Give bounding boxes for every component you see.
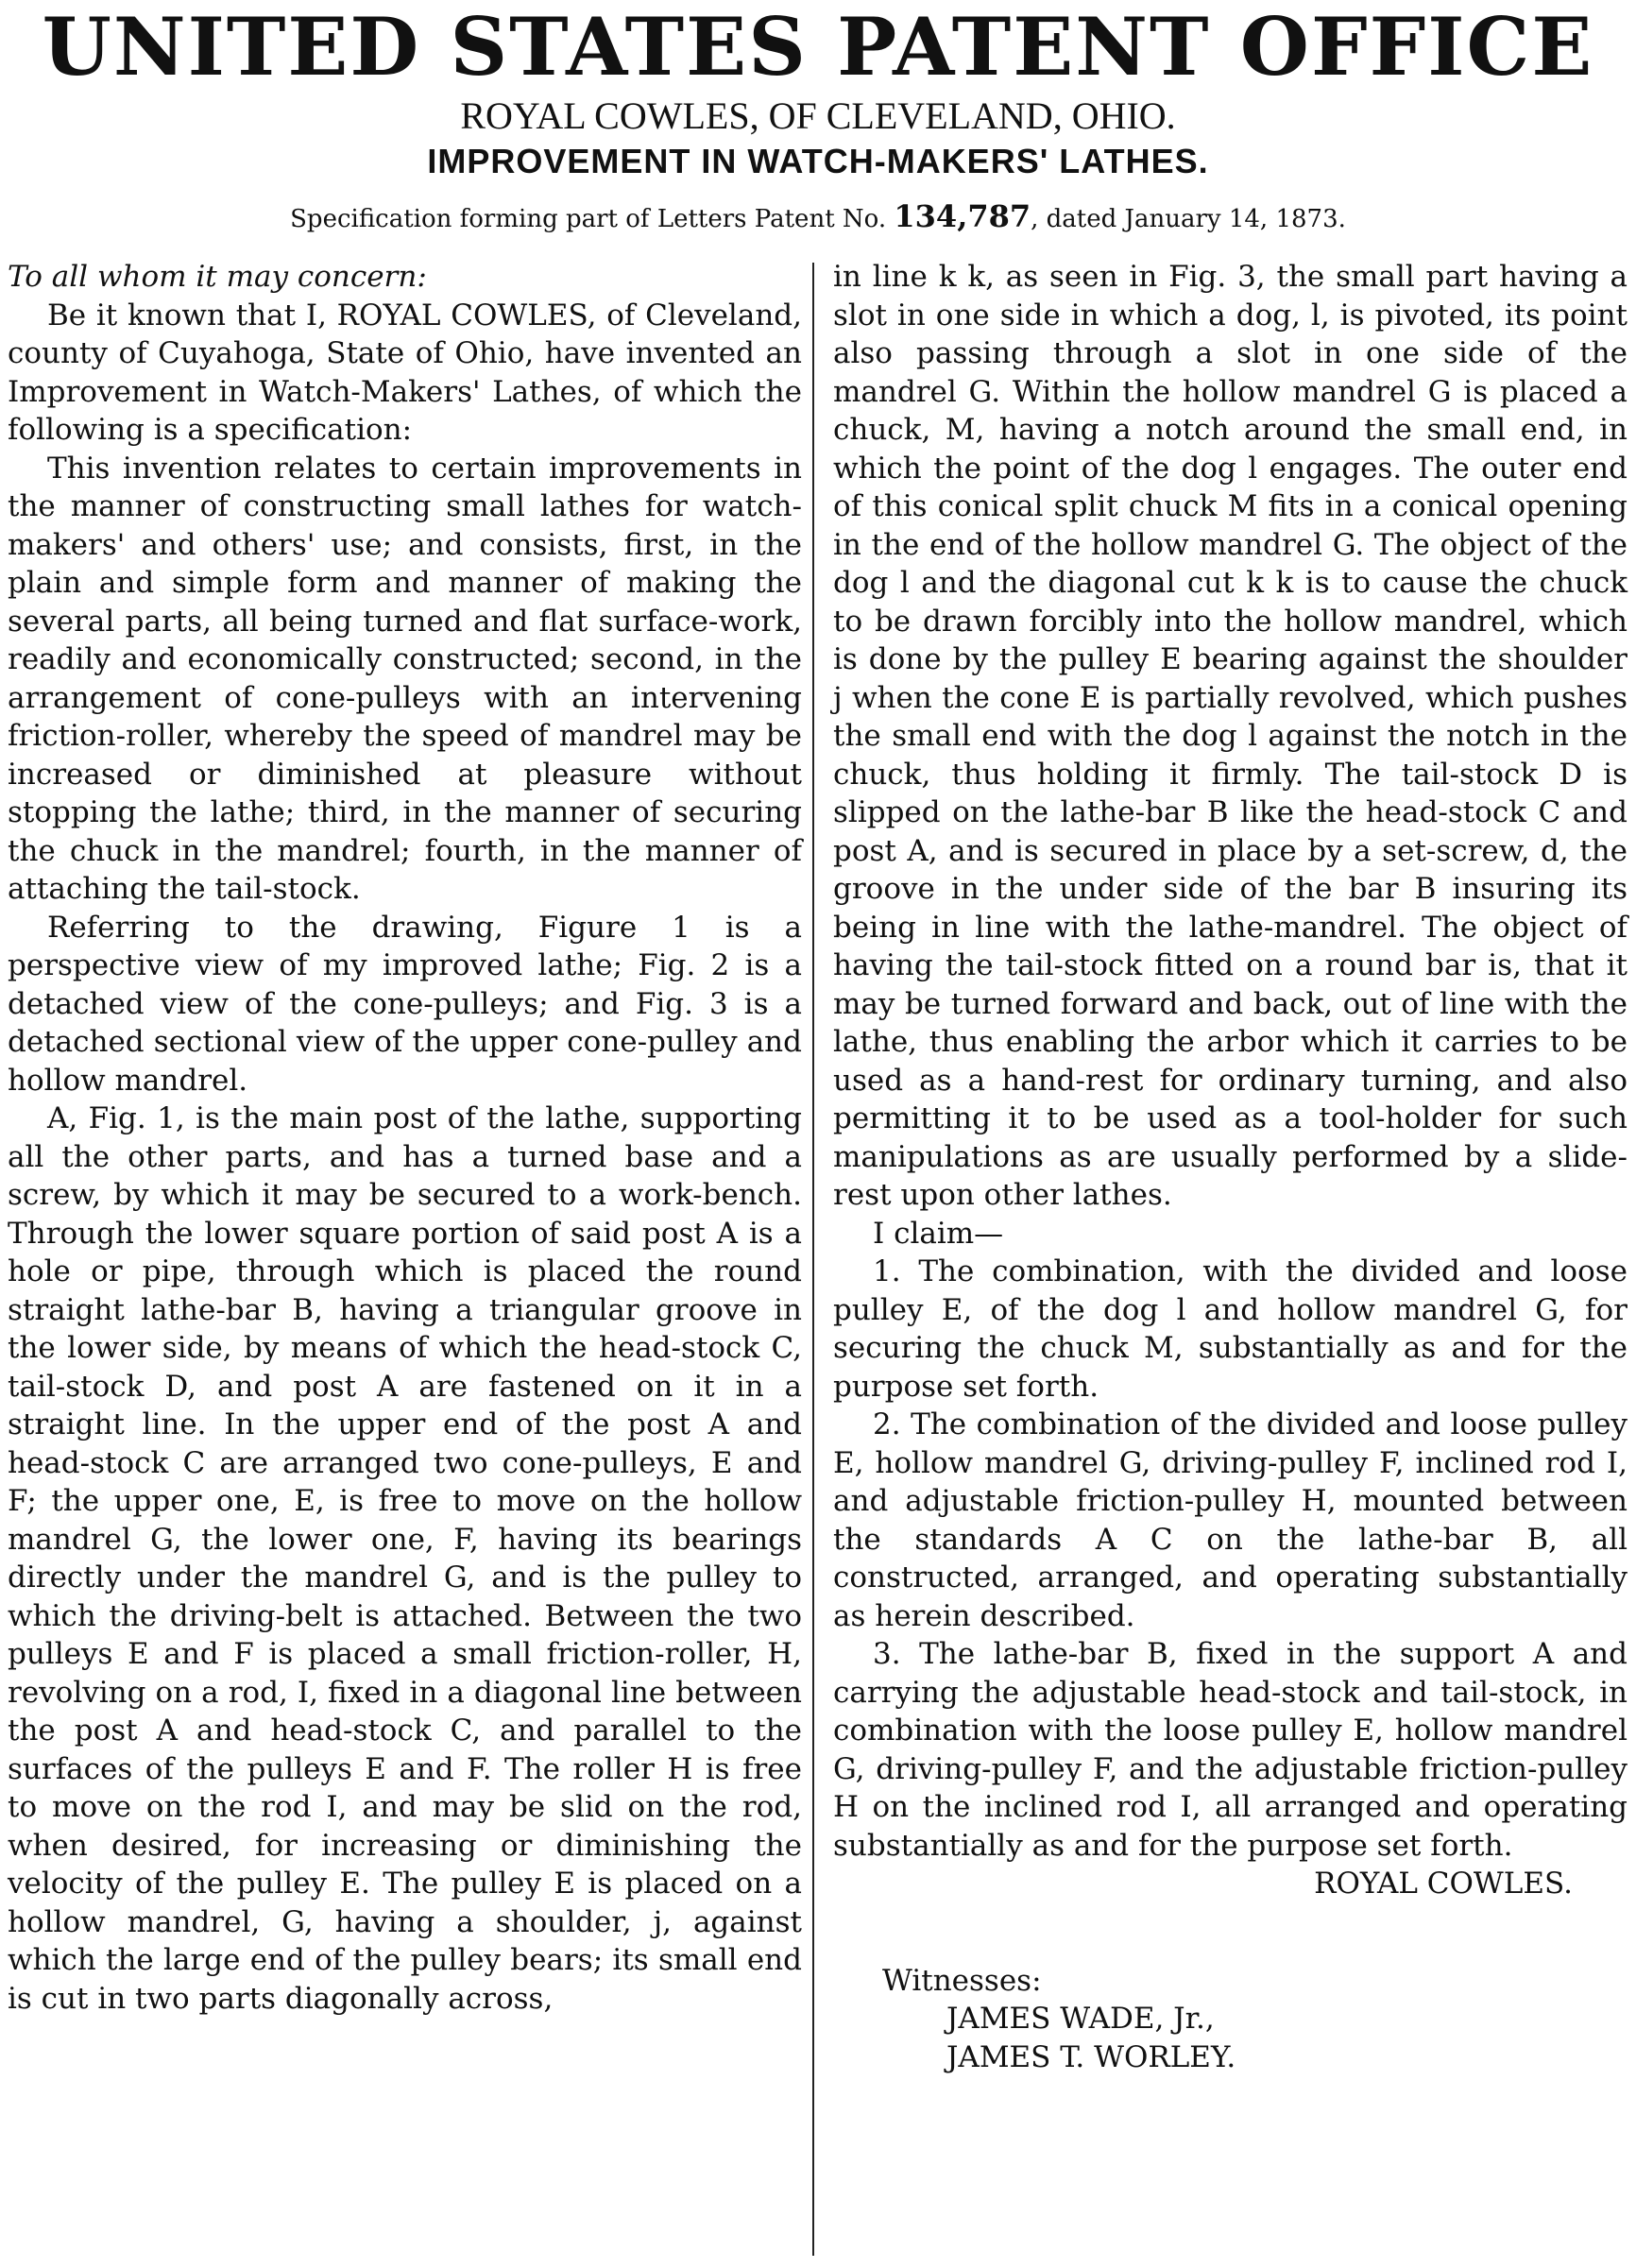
witnesses-label: Witnesses: [882,1963,1042,1998]
paragraph-intro: Be it known that I, ROYAL COWLES, of Cleveland, county of Cuyahoga, State of Ohio, have invented an Improvement in Watch-Makers' Lathes, of which the following is a specification: [8,298,802,447]
paragraph-description: A, Fig. 1, is the main post of the lathe, supporting all the other parts, and has a turned base and a screw, by which it may be secured to a work-bench. Through the lower square portion of said post A is a hole or pipe, through which is placed the round straight lathe-bar B, having a triangular groove in the lower side, by means of which the head-stock C, tail-stock D, and post A are fastened on it in a straight line. In the upper end of the post A and head-stock C are arranged two cone-pulleys, E and F; the upper one, E, is free to move on the hollow mandrel G, the lower one, F, having its bearings directly under the mandrel G, and is the pulley to which the driving-belt is attached. Between the two pulleys E and F is placed a small friction-roller, H, revolving on a rod, I, fixed in a diagonal line between the post A and head-stock C, and parallel to the surfaces of the pulleys E and F. The roller H is free to move on the rod I, and may be slid on the rod, when desired, for increasing or diminishing the velocity of the pulley E. The pulley E is placed on a hollow mandrel, G, having a shoulder, j, against which the large end of the pulley bears; its small end is cut in two parts diagonally across, [8,1101,802,2016]
witness-name: JAMES WADE, Jr., [946,2002,1215,2036]
paragraph-invention: This invention relates to certain improvements in the manner of constructing small lathes for watch-makers' and others' use; and consists, first, in the plain and simple form and manner of making the several parts, all being turned and flat surface-work, readily and economically constructed; second, in the arrangement of cone-pulleys with an intervening friction-roller, whereby the speed of mandrel may be increased or diminished at pleasure without stopping the lathe; third, in the manner of securing the chuck in the mandrel; fourth, in the manner of attaching the tail-stock. [8,451,802,906]
spec-suffix: , dated January 14, 1873. [1031,205,1346,233]
inventor-line: ROYAL COWLES, OF CLEVELAND, OHIO. [460,94,1176,137]
salutation: To all whom it may concern: [8,260,427,294]
column-divider [812,263,814,2256]
spec-prefix: Specification forming part of Letters Patent No. [290,205,887,233]
claim-1: 1. The combination, with the divided and loose pulley E, of the dog l and hollow mandrel G, for securing the chuck M, substantially as and for the purpose set forth. [833,1254,1627,1404]
signature: ROYAL COWLES. [1314,1867,1573,1901]
claim-2: 2. The combination of the divided and loose pulley E, hollow mandrel G, driving-pulley F, inclined rod I, and adjustable friction-pulley H, mounted between the standards A C on the lathe-bar B, all constructed, arranged, and operating substantially as herein described. [833,1407,1627,1633]
office-title: UNITED STATES PATENT OFFICE [42,0,1594,94]
claim-3: 3. The lathe-bar B, fixed in the support A and carrying the adjustable head-stock and tail-stock, in combination with the loose pulley E, hollow mandrel G, driving-pulley F, and the adjustable friction-pulley H on the inclined rod I, all arranged and operating substantially as and for the purpose set forth. [833,1637,1627,1863]
right-column [833,258,1627,2076]
invention-title: IMPROVEMENT IN WATCH-MAKERS' LATHES. [427,142,1209,180]
claim-intro: I claim— [873,1216,1004,1251]
paragraph-drawing-reference: Referring to the drawing, Figure 1 is a perspective view of my improved lathe; Fig. 2 is a detached view of the cone-pulleys; and Fig. 3 is a detached sectional view of the upper cone-pulley and hollow mandrel. [8,910,802,1098]
paragraph-description-continued: in line k k, as seen in Fig. 3, the small part having a slot in one side in which a dog, l, is pivoted, its point also passing through a slot in one side of the mandrel G. Within the hollow mandrel G is placed a chuck, M, having a notch around the small end, in which the point of the dog l engages. The outer end of this conical split chuck M fits in a conical opening in the end of the hollow mandrel G. The object of the dog l and the diagonal cut k k is to cause the chuck to be drawn forcibly into the hollow mandrel, which is done by the pulley E bearing against the shoulder j when the cone E is partially revolved, which pushes the small end with the dog l against the notch in the chuck, thus holding it firmly. The tail-stock D is slipped on the lathe-bar B like the head-stock C and post A, and is secured in place by a set-screw, d, the groove in the under side of the bar B insuring its being in line with the lathe-mandrel. The object of having the tail-stock fitted on a round bar is, that it may be turned forward and back, out of line with the lathe, thus enabling the arbor which it carries to be used as a hand-rest for ordinary turning, and also permitting it to be used as a tool-holder for such manipulations as are usually performed by a slide-rest upon other lathes. [833,260,1627,1212]
left-column [8,258,802,2018]
witness-name: JAMES T. WORLEY. [946,2039,1236,2074]
specification-line [0,198,1636,237]
patent-number: 134,787 [894,198,1031,234]
